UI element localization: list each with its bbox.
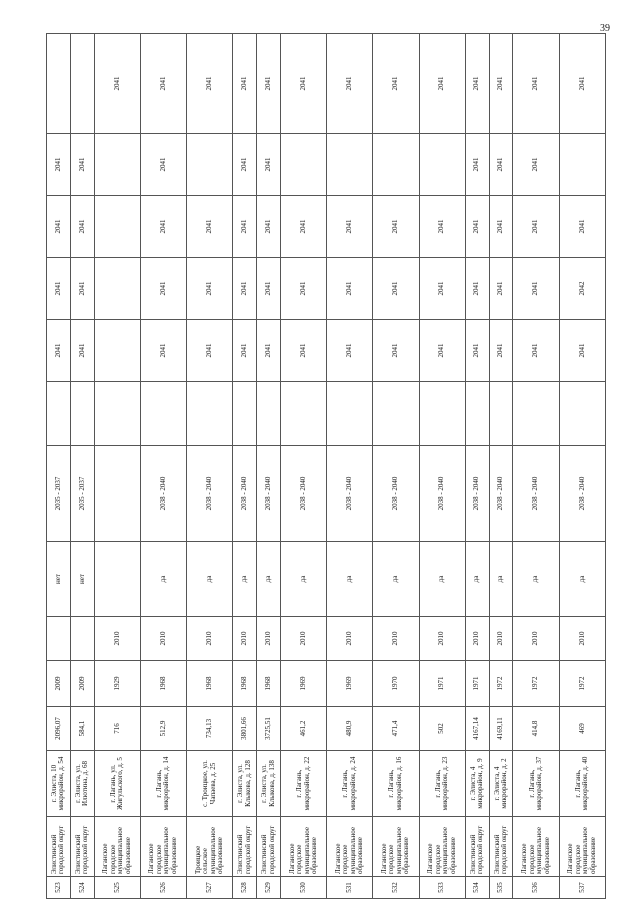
cell-col-13 xyxy=(373,134,419,196)
cell-row-number: 524 xyxy=(70,877,94,899)
cell-flag: да xyxy=(419,542,465,617)
table-row xyxy=(94,34,140,899)
cell-col-9 xyxy=(70,382,94,446)
cell-col-10: 2041 xyxy=(373,320,419,382)
cell-col-12: 2041 xyxy=(47,196,71,258)
cell-build-year: 1971 xyxy=(419,661,465,707)
cell-col-14: 2041 xyxy=(140,34,186,134)
table-row xyxy=(187,34,233,899)
cell-col-12 xyxy=(94,196,140,258)
cell-col-12: 2041 xyxy=(489,196,513,258)
cell-municipality: Лаганское городское муниципальное образование xyxy=(513,817,559,877)
cell-period: 2035 - 2037 xyxy=(47,446,71,542)
cell-col-14: 2041 xyxy=(327,34,373,134)
cell-municipality: Лаганское городское муниципальное образование xyxy=(373,817,419,877)
cell-period: 2038 - 2040 xyxy=(419,446,465,542)
cell-address: г. Элиста, 10 микрорайон, д. 54 xyxy=(47,751,71,817)
table-row xyxy=(280,34,326,899)
cell-col-9 xyxy=(559,382,605,446)
cell-col-10: 2041 xyxy=(327,320,373,382)
cell-col-14 xyxy=(47,34,71,134)
cell-col-11: 2041 xyxy=(70,258,94,320)
table-row xyxy=(513,34,559,899)
cell-col-11: 2041 xyxy=(187,258,233,320)
table-row xyxy=(233,34,257,899)
cell-col-9 xyxy=(233,382,257,446)
cell-col-12: 2041 xyxy=(513,196,559,258)
cell-col-11: 2041 xyxy=(419,258,465,320)
cell-col-13: 2041 xyxy=(233,134,257,196)
cell-row-number: 534 xyxy=(465,877,489,899)
cell-col-12: 2041 xyxy=(140,196,186,258)
cell-col-10: 2041 xyxy=(559,320,605,382)
cell-municipality: Лаганское городское муниципальное образование xyxy=(559,817,605,877)
cell-area: 502 xyxy=(419,707,465,751)
cell-col-13: 2041 xyxy=(47,134,71,196)
table-row xyxy=(373,34,419,899)
table-row xyxy=(140,34,186,899)
cell-repair-year xyxy=(47,617,71,661)
cell-municipality: Лаганское городское муниципальное образование xyxy=(140,817,186,877)
cell-col-9 xyxy=(465,382,489,446)
cell-period: 2038 - 2040 xyxy=(140,446,186,542)
cell-col-13: 2041 xyxy=(70,134,94,196)
cell-col-12: 2041 xyxy=(559,196,605,258)
cell-period: 2038 - 2040 xyxy=(233,446,257,542)
cell-col-11: 2041 xyxy=(373,258,419,320)
cell-municipality: Лаганское городское муниципальное образование xyxy=(94,817,140,877)
cell-flag: да xyxy=(327,542,373,617)
cell-col-14: 2041 xyxy=(257,34,281,134)
cell-col-11: 2041 xyxy=(465,258,489,320)
cell-address: г. Лагань, микрорайон, д. 16 xyxy=(373,751,419,817)
cell-col-12: 2041 xyxy=(280,196,326,258)
cell-repair-year: 2010 xyxy=(140,617,186,661)
cell-area: 414,8 xyxy=(513,707,559,751)
cell-municipality: Элистинский городской округ xyxy=(70,817,94,877)
cell-area: 2096,07 xyxy=(47,707,71,751)
cell-row-number: 527 xyxy=(187,877,233,899)
cell-col-13 xyxy=(280,134,326,196)
cell-col-11: 2041 xyxy=(489,258,513,320)
cell-area: 512,9 xyxy=(140,707,186,751)
cell-col-10: 2041 xyxy=(187,320,233,382)
cell-repair-year: 2010 xyxy=(465,617,489,661)
cell-address: г. Лагань, микрорайон, д. 14 xyxy=(140,751,186,817)
cell-flag: да xyxy=(513,542,559,617)
cell-col-10: 2041 xyxy=(419,320,465,382)
cell-col-13 xyxy=(187,134,233,196)
cell-col-10: 2041 xyxy=(465,320,489,382)
cell-col-14: 2041 xyxy=(489,34,513,134)
cell-repair-year: 2010 xyxy=(187,617,233,661)
page-number: 39 xyxy=(600,23,610,34)
cell-col-14: 2041 xyxy=(419,34,465,134)
cell-col-14: 2041 xyxy=(233,34,257,134)
cell-area: 716 xyxy=(94,707,140,751)
cell-flag xyxy=(94,542,140,617)
cell-flag: да xyxy=(140,542,186,617)
cell-repair-year: 2010 xyxy=(513,617,559,661)
cell-period: 2038 - 2040 xyxy=(559,446,605,542)
cell-col-10: 2041 xyxy=(280,320,326,382)
cell-flag: да xyxy=(373,542,419,617)
cell-build-year: 1968 xyxy=(187,661,233,707)
cell-municipality: Лаганское городское муниципальное образование xyxy=(280,817,326,877)
cell-area: 734,13 xyxy=(187,707,233,751)
cell-area: 480,9 xyxy=(327,707,373,751)
cell-col-13: 2041 xyxy=(465,134,489,196)
cell-build-year: 1968 xyxy=(257,661,281,707)
cell-municipality: Элистинский городской округ xyxy=(233,817,257,877)
cell-address: г. Лагань, микрорайон, д. 22 xyxy=(280,751,326,817)
cell-period: 2038 - 2040 xyxy=(257,446,281,542)
cell-col-14 xyxy=(70,34,94,134)
cell-col-10: 2041 xyxy=(513,320,559,382)
table-row xyxy=(327,34,373,899)
cell-col-11: 2041 xyxy=(140,258,186,320)
cell-build-year: 1972 xyxy=(489,661,513,707)
cell-period: 2038 - 2040 xyxy=(465,446,489,542)
cell-build-year: 1971 xyxy=(465,661,489,707)
cell-col-12: 2041 xyxy=(465,196,489,258)
cell-period: 2038 - 2040 xyxy=(187,446,233,542)
cell-row-number: 533 xyxy=(419,877,465,899)
cell-period: 2038 - 2040 xyxy=(327,446,373,542)
cell-area: 469 xyxy=(559,707,605,751)
cell-row-number: 529 xyxy=(257,877,281,899)
cell-repair-year: 2010 xyxy=(94,617,140,661)
cell-repair-year: 2010 xyxy=(373,617,419,661)
cell-area: 471,4 xyxy=(373,707,419,751)
cell-period: 2038 - 2040 xyxy=(280,446,326,542)
cell-col-9 xyxy=(489,382,513,446)
cell-repair-year xyxy=(70,617,94,661)
cell-col-10: 2041 xyxy=(233,320,257,382)
cell-row-number: 531 xyxy=(327,877,373,899)
cell-area: 4169,11 xyxy=(489,707,513,751)
cell-area: 461,2 xyxy=(280,707,326,751)
cell-col-14: 2041 xyxy=(559,34,605,134)
cell-repair-year: 2010 xyxy=(419,617,465,661)
cell-col-9 xyxy=(513,382,559,446)
cell-repair-year: 2010 xyxy=(559,617,605,661)
cell-flag: нет xyxy=(70,542,94,617)
cell-col-14: 2041 xyxy=(513,34,559,134)
cell-row-number: 530 xyxy=(280,877,326,899)
cell-col-14: 2041 xyxy=(373,34,419,134)
cell-build-year: 1969 xyxy=(327,661,373,707)
table-row xyxy=(419,34,465,899)
table-row xyxy=(465,34,489,899)
cell-col-9 xyxy=(47,382,71,446)
cell-col-14: 2041 xyxy=(465,34,489,134)
cell-repair-year: 2010 xyxy=(489,617,513,661)
cell-municipality: Лаганское городское муниципальное образование xyxy=(419,817,465,877)
cell-address: г. Элиста, 4 микрорайон, д. 9 xyxy=(465,751,489,817)
cell-col-10: 2041 xyxy=(70,320,94,382)
cell-build-year: 1969 xyxy=(280,661,326,707)
cell-period: 2038 - 2040 xyxy=(513,446,559,542)
cell-flag: да xyxy=(233,542,257,617)
cell-col-11: 2042 xyxy=(559,258,605,320)
cell-municipality: Лаганское городское муниципальное образование xyxy=(327,817,373,877)
cell-col-10: 2041 xyxy=(257,320,281,382)
cell-build-year: 1968 xyxy=(140,661,186,707)
cell-col-11: 2041 xyxy=(47,258,71,320)
cell-col-13 xyxy=(94,134,140,196)
cell-row-number: 537 xyxy=(559,877,605,899)
cell-col-13: 2041 xyxy=(140,134,186,196)
cell-flag: нет xyxy=(47,542,71,617)
cell-row-number: 536 xyxy=(513,877,559,899)
cell-col-13 xyxy=(559,134,605,196)
cell-municipality: Элистинский городской округ xyxy=(47,817,71,877)
cell-col-9 xyxy=(257,382,281,446)
table-row xyxy=(559,34,605,899)
cell-row-number: 528 xyxy=(233,877,257,899)
cell-col-11: 2041 xyxy=(233,258,257,320)
cell-address: г. Элиста, ул. Клыкова, д. 138 xyxy=(257,751,281,817)
cell-col-9 xyxy=(94,382,140,446)
cell-flag: да xyxy=(489,542,513,617)
cell-col-14: 2041 xyxy=(94,34,140,134)
cell-row-number: 525 xyxy=(94,877,140,899)
cell-col-12: 2041 xyxy=(257,196,281,258)
cell-col-14: 2041 xyxy=(187,34,233,134)
cell-col-13 xyxy=(419,134,465,196)
cell-col-11: 2041 xyxy=(257,258,281,320)
cell-flag: да xyxy=(187,542,233,617)
cell-repair-year: 2010 xyxy=(280,617,326,661)
cell-period: 2038 - 2040 xyxy=(373,446,419,542)
cell-col-10: 2041 xyxy=(489,320,513,382)
cell-period: 2035 - 2037 xyxy=(70,446,94,542)
table-body xyxy=(47,34,606,899)
cell-address: г. Лагань, микрорайон, д. 23 xyxy=(419,751,465,817)
cell-col-10 xyxy=(94,320,140,382)
cell-col-12: 2041 xyxy=(327,196,373,258)
cell-col-11: 2041 xyxy=(513,258,559,320)
table-row xyxy=(489,34,513,899)
cell-repair-year: 2010 xyxy=(327,617,373,661)
cell-col-12: 2041 xyxy=(373,196,419,258)
cell-build-year: 1970 xyxy=(373,661,419,707)
cell-address: г. Лагань, микрорайон, д. 40 xyxy=(559,751,605,817)
cell-build-year: 1972 xyxy=(559,661,605,707)
cell-area: 584,1 xyxy=(70,707,94,751)
cell-area: 4167,14 xyxy=(465,707,489,751)
cell-repair-year: 2010 xyxy=(257,617,281,661)
cell-build-year: 1929 xyxy=(94,661,140,707)
cell-col-9 xyxy=(327,382,373,446)
cell-area: 3725,51 xyxy=(257,707,281,751)
cell-col-9 xyxy=(140,382,186,446)
cell-address: г. Лагань, микрорайон, д. 37 xyxy=(513,751,559,817)
cell-col-10: 2041 xyxy=(47,320,71,382)
cell-col-13: 2041 xyxy=(513,134,559,196)
cell-address: г. Лагань, микрорайон, д. 24 xyxy=(327,751,373,817)
cell-flag: да xyxy=(559,542,605,617)
cell-col-11 xyxy=(94,258,140,320)
cell-flag: да xyxy=(257,542,281,617)
cell-address: г. Элиста, ул. Илютина, д. 68 xyxy=(70,751,94,817)
cell-build-year: 1968 xyxy=(233,661,257,707)
cell-address: г. Элиста, 4 микрорайон, д. 2 xyxy=(489,751,513,817)
cell-col-11: 2041 xyxy=(280,258,326,320)
cell-municipality: Троицкое сельское муниципальное образование xyxy=(187,817,233,877)
cell-col-12: 2041 xyxy=(70,196,94,258)
cell-col-9 xyxy=(373,382,419,446)
cell-col-9 xyxy=(419,382,465,446)
cell-col-13: 2041 xyxy=(489,134,513,196)
cell-address: с. Троицкое, ул. Чапаева, д. 25 xyxy=(187,751,233,817)
cell-col-12: 2041 xyxy=(419,196,465,258)
cell-row-number: 526 xyxy=(140,877,186,899)
register-table xyxy=(46,33,606,899)
cell-municipality: Элистинский городской округ xyxy=(257,817,281,877)
cell-col-13 xyxy=(327,134,373,196)
cell-col-9 xyxy=(187,382,233,446)
cell-col-12: 2041 xyxy=(233,196,257,258)
cell-col-9 xyxy=(280,382,326,446)
cell-period: 2038 - 2040 xyxy=(489,446,513,542)
cell-row-number: 532 xyxy=(373,877,419,899)
cell-col-11: 2041 xyxy=(327,258,373,320)
cell-flag: да xyxy=(465,542,489,617)
table-row xyxy=(257,34,281,899)
cell-address: г. Лагань, ул. Жигульского, д. 5 xyxy=(94,751,140,817)
cell-col-14: 2041 xyxy=(280,34,326,134)
cell-municipality: Элистинский городской округ xyxy=(465,817,489,877)
cell-area: 3801,66 xyxy=(233,707,257,751)
cell-build-year: 1972 xyxy=(513,661,559,707)
cell-flag: да xyxy=(280,542,326,617)
cell-build-year: 2009 xyxy=(47,661,71,707)
cell-col-13: 2041 xyxy=(257,134,281,196)
cell-row-number: 535 xyxy=(489,877,513,899)
cell-col-12: 2041 xyxy=(187,196,233,258)
cell-col-10: 2041 xyxy=(140,320,186,382)
cell-address: г. Элиста, ул. Клыкова, д. 128 xyxy=(233,751,257,817)
cell-build-year: 2009 xyxy=(70,661,94,707)
table-row xyxy=(70,34,94,899)
cell-row-number: 523 xyxy=(47,877,71,899)
cell-repair-year: 2010 xyxy=(233,617,257,661)
cell-period xyxy=(94,446,140,542)
cell-municipality: Элистинский городской округ xyxy=(489,817,513,877)
table-row xyxy=(47,34,71,899)
